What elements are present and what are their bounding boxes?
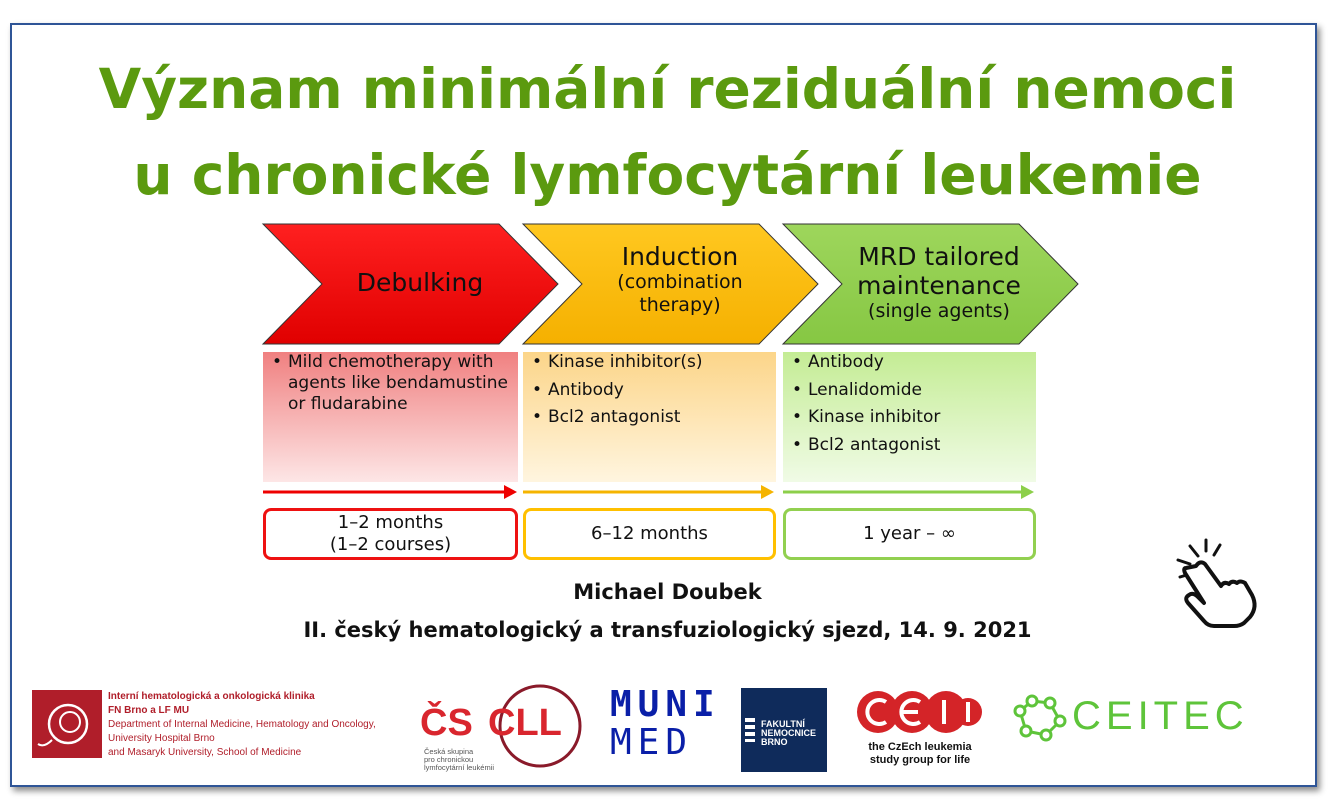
list-item: • Antibody bbox=[523, 380, 768, 401]
list-item: • Antibody bbox=[783, 352, 1028, 373]
phase-induction-title bbox=[580, 242, 780, 317]
cscll-line-2: pro chronickou bbox=[424, 755, 474, 764]
duration-induction bbox=[523, 508, 776, 560]
fn-brno-line-1: Interní hematologická a onkologická klinika bbox=[108, 691, 315, 702]
duration-debulking bbox=[263, 508, 518, 560]
list-item: • Bcl2 antagonist bbox=[783, 435, 1028, 456]
med-text: MED bbox=[610, 722, 694, 763]
fn-brno-line-4: University Hospital Brno bbox=[108, 733, 215, 744]
cell-circles bbox=[856, 688, 984, 736]
cscll-cs: ČS bbox=[420, 702, 473, 744]
author-name: Michael Doubek bbox=[573, 580, 762, 604]
muni-med-logo bbox=[610, 686, 721, 762]
phase-debulking-title bbox=[320, 268, 520, 297]
phase-maintenance-name: MRD tailored maintenance bbox=[857, 242, 1021, 300]
duration-maintenance bbox=[783, 508, 1036, 560]
fn-brno-line-2: FN Brno a LF MU bbox=[108, 705, 190, 716]
list-item: • Mild chemotherapy with agents like bendamustine or fludarabine bbox=[263, 352, 508, 415]
debulking-agents-list bbox=[263, 352, 508, 482]
phase-induction-subtitle: (combination therapy) bbox=[617, 271, 743, 316]
ceitec-text: CEITEC bbox=[1072, 694, 1249, 738]
duration-debulking-text: 1–2 months (1–2 courses) bbox=[329, 512, 452, 555]
fnb-stripes bbox=[745, 718, 755, 742]
list-item: • Kinase inhibitor(s) bbox=[523, 352, 768, 373]
duration-maintenance-text: 1 year – ∞ bbox=[863, 523, 956, 544]
cell-logo bbox=[856, 688, 984, 772]
fn-brno-emblem bbox=[32, 690, 102, 758]
cscll-line-3: lymfocytární leukémii bbox=[424, 763, 495, 772]
phase-maintenance-subtitle: (single agents) bbox=[868, 300, 1010, 322]
cell-tagline bbox=[856, 741, 984, 767]
fn-brno-logo bbox=[32, 690, 102, 758]
cscll-logo bbox=[420, 684, 585, 776]
induction-agents-list bbox=[523, 352, 768, 482]
list-item: • Bcl2 antagonist bbox=[523, 407, 768, 428]
phase-induction-name: Induction bbox=[621, 242, 739, 271]
phase-debulking-name: Debulking bbox=[356, 268, 484, 297]
fn-brno-line-3: Department of Internal Medicine, Hematology and Oncology, bbox=[108, 719, 376, 730]
cell-line-1: the CzEch leukemia bbox=[868, 741, 972, 753]
cscll-cll: CLL bbox=[488, 702, 562, 744]
ceitec-molecule-icon bbox=[1010, 693, 1070, 743]
muni-text: MUNI bbox=[610, 684, 721, 725]
fakultni-nemocnice-logo bbox=[741, 688, 827, 772]
list-item: • Kinase inhibitor bbox=[783, 407, 1028, 428]
cscll-subtitle bbox=[424, 748, 494, 772]
slide-title-line-2: u chronické lymfocytární leukemie bbox=[133, 143, 1202, 207]
duration-induction-text: 6–12 months bbox=[591, 523, 708, 544]
fn-brno-line-5: and Masaryk University, School of Medicine bbox=[108, 747, 302, 758]
slide-title-line-1: Význam minimální reziduální nemoci bbox=[98, 57, 1237, 121]
fnb-text: FAKULTNÍ NEMOCNICE BRNO bbox=[761, 719, 817, 747]
cscll-line-1: Česká skupina bbox=[424, 747, 474, 756]
cell-line-2: study group for life bbox=[869, 754, 971, 766]
conference-info: II. český hematologický a transfuziologický sjezd, 14. 9. 2021 bbox=[303, 618, 1032, 642]
phase-maintenance-title bbox=[834, 242, 1044, 323]
maintenance-agents-list bbox=[783, 352, 1028, 482]
fn-brno-text bbox=[108, 690, 376, 760]
list-item: • Lenalidomide bbox=[783, 380, 1028, 401]
